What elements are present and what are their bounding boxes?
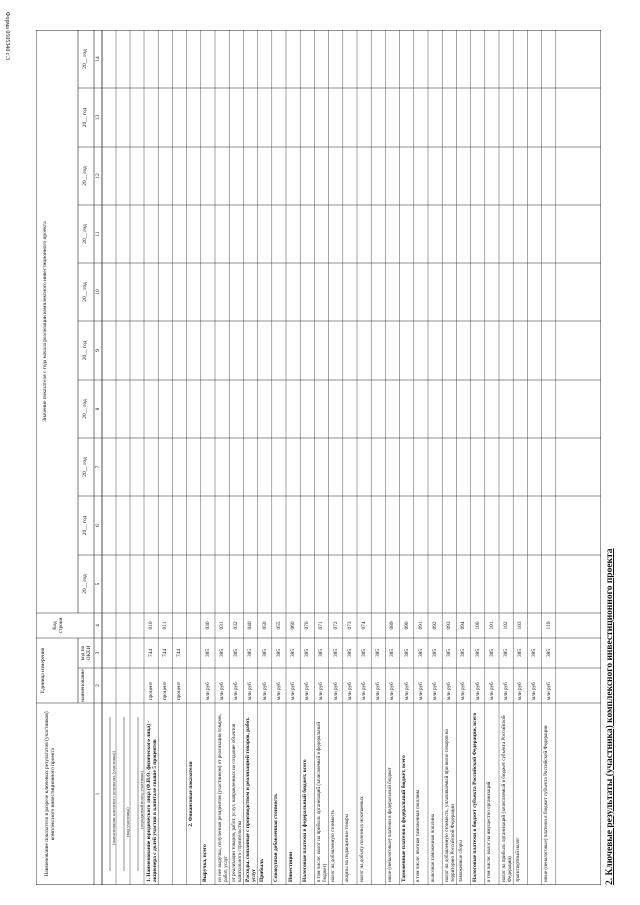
row-okei-code: 385 (375, 648, 382, 658)
row-code: 090 (403, 621, 410, 630)
row-code: 030 (204, 621, 211, 630)
row-code: 071 (318, 621, 325, 630)
row-okei-code: 385 (417, 648, 424, 658)
row-code: 050 (261, 621, 268, 630)
header-column-number: 3 (95, 651, 101, 655)
row-okei-code: 385 (219, 648, 225, 658)
row-unit: млн руб (332, 682, 339, 700)
row-unit: млн руб (261, 682, 268, 700)
row-indicator-name: акцизы на подакцизные товары (344, 813, 351, 882)
header-column-number: 10 (95, 289, 101, 295)
row-indicator-name: иные (неналоговые) платежи в федеральный бюджет (386, 767, 393, 882)
row-unit: млн руб (233, 682, 240, 700)
row-unit: млн руб (247, 682, 254, 700)
row-indicator-name: транспортный налог (514, 837, 521, 882)
row-indicator-name: в том числе: ввозная таможенная пошлина (415, 789, 422, 882)
row-unit: млн руб (488, 682, 495, 700)
row-code: 070 (304, 621, 311, 630)
row-code: 031 (219, 621, 225, 630)
row-code: 102 (503, 621, 509, 630)
row-code: 092 (432, 621, 438, 630)
results-table (36, 30, 601, 885)
row-code: 103 (517, 621, 524, 630)
header-unit-group: Единица измерения (40, 647, 46, 694)
row-okei-code: 385 (503, 648, 509, 658)
header-column-number: 4 (95, 624, 101, 627)
header-year: 20__ год (82, 340, 88, 361)
row-indicator-name: иные (неналоговые) платежи в бюджет субъекта Российской Федерации (543, 725, 550, 882)
row-code: 089 (389, 621, 396, 630)
row-okei-code: 385 (247, 648, 254, 658)
row-unit: млн руб (432, 682, 438, 700)
row-unit: млн руб (503, 682, 509, 700)
header-unit-name: наименование (80, 669, 86, 702)
header-row-code: Код строки (52, 617, 64, 634)
row-indicator-name: 1. Наименование юридического лица (Ф.И.О. физического лица) - акционера с долей участия в капитале свыше 5 процентов (145, 720, 158, 882)
header-year: 20__ год (82, 107, 88, 128)
row-indicator-name: таможенные сборы (457, 840, 464, 882)
header-indicator-name: Наименование показателя в разрезе ключевых результатов (участников) комплексного инвестиционного проекта (44, 711, 56, 877)
row-okei-code: 385 (432, 648, 438, 658)
header-column-number: 5 (95, 582, 101, 586)
row-indicator-name: от реализации товаров, работ, услуг, направленных на создание объектов капитального строительства (230, 723, 243, 882)
header-column-number: 6 (95, 524, 101, 527)
row-indicator-name: Таможенные платежи в федеральный бюджет, всего (401, 755, 408, 882)
header-column-number: 8 (95, 407, 101, 411)
row-code: 060 (290, 621, 296, 630)
row-unit: млн руб (474, 682, 481, 700)
row-code: 119 (545, 621, 552, 630)
header-column-number: 14 (95, 56, 101, 62)
row-unit: млн руб (517, 682, 524, 700)
fill-in-hint: (наименование ключевого результата (участника)) (111, 751, 116, 845)
row-unit: процент (148, 681, 154, 700)
row-indicator-name: налог на прибыль организаций (зачисляемый в бюджет субъекта Российской Федерации) (500, 715, 513, 882)
row-code: 073 (346, 621, 353, 630)
row-okei-code: 385 (346, 648, 353, 658)
row-okei-code: 385 (290, 648, 296, 658)
row-okei-code: 385 (446, 648, 453, 658)
row-unit: млн руб (446, 682, 453, 700)
row-okei-code: 385 (204, 648, 211, 658)
header-year: 20__ год (82, 515, 88, 536)
header-column-number: 9 (95, 349, 101, 352)
header-column-number: 12 (95, 173, 101, 179)
header-year: 20__ год (82, 457, 88, 477)
row-okei-code: 385 (460, 648, 467, 658)
row-unit: млн руб (219, 682, 225, 700)
row-okei-code: 385 (275, 648, 282, 658)
row-okei-code: 385 (332, 648, 339, 658)
row-unit: млн руб (417, 682, 424, 700)
section-title: 2. Ключевые результаты (участника) комплексного инвестиционного проекта (605, 548, 615, 885)
row-indicator-name: в том числе: налог на имущество организаций (486, 781, 493, 882)
row-indicator-name: налог на добавленную стоимость (330, 809, 337, 882)
row-indicator-name: Прибыль (259, 858, 266, 882)
row-code: 011 (162, 621, 169, 630)
row-code: 010 (148, 621, 154, 630)
fill-in-hint: (порядковый номер участника) (139, 771, 144, 829)
row-code: 072 (332, 621, 339, 630)
fill-in-hint: (вид участника) (125, 807, 130, 837)
row-indicator-name: налог на добычу полезных ископаемых (358, 796, 365, 882)
header-year: 20__ год (82, 224, 88, 244)
row-code: 074 (361, 621, 367, 630)
row-unit: млн руб (375, 682, 382, 700)
header-column-number: 13 (95, 114, 101, 121)
row-code: 032 (233, 621, 240, 630)
table-cells (36, 30, 601, 885)
row-okei-code: 744 (148, 648, 154, 658)
row-indicator-name: Налоговые платежи в бюджет субъекта Российской Федерации, всего (472, 712, 479, 882)
header-unit-okei: код по ОКЕИ (80, 645, 92, 661)
row-okei-code: 385 (517, 648, 524, 658)
header-column-number: 11 (95, 231, 101, 237)
row-code: 055 (275, 621, 282, 630)
row-indicator-name: Инвестиции (287, 851, 294, 882)
row-indicator-name: Налоговые платежи в федеральный бюджет, всего (301, 759, 308, 882)
row-unit: млн руб (389, 682, 396, 700)
form-code: Форма 0505340 с.3 (4, 11, 10, 60)
row-unit: млн руб (204, 682, 211, 700)
row-okei-code: 744 (176, 648, 183, 658)
row-okei-code: 385 (545, 648, 552, 658)
header-year: 20__ год (82, 574, 88, 594)
row-unit: процент (176, 681, 183, 700)
row-okei-code: 385 (261, 648, 268, 658)
row-okei-code: 385 (403, 648, 410, 658)
row-indicator-name: вывозная таможенная пошлина (429, 813, 436, 882)
row-indicator-name: в том числе: налог на прибыль организаций (зачисляемый в федеральный бюджет) (315, 721, 328, 882)
row-okei-code: 385 (361, 648, 367, 658)
row-code: 040 (247, 621, 254, 630)
row-okei-code: 385 (488, 648, 495, 658)
row-unit: млн руб (531, 682, 538, 700)
row-code: 094 (460, 621, 467, 630)
header-year: 20__ год (82, 282, 88, 302)
row-okei-code: 385 (318, 648, 325, 658)
header-year: 20__ год (82, 166, 88, 186)
row-okei-code: 385 (233, 648, 240, 658)
row-code: 101 (488, 621, 495, 630)
row-indicator-name: из нее выручка, полученная резидентом (участником) от реализации товаров, работ, услуг (216, 714, 229, 882)
row-indicator-name: Совокупная добавленная стоимость (273, 793, 280, 882)
header-year: 20__ год (82, 399, 88, 419)
row-indicator-name: 2. Финансовые показатели (188, 761, 195, 827)
row-okei-code: 744 (162, 648, 169, 658)
row-unit: млн руб (290, 682, 296, 700)
row-unit: млн руб (460, 682, 467, 700)
row-indicator-name: Расходы, связанные с производством и реализацией товаров, работ, услуг (244, 717, 257, 882)
row-indicator-name: Выручка, всего (202, 844, 209, 882)
row-unit: млн руб (304, 682, 311, 700)
row-code: 100 (474, 621, 481, 630)
row-code: 093 (446, 621, 453, 630)
row-okei-code: 385 (389, 648, 396, 658)
header-column-number: 2 (95, 684, 101, 687)
row-okei-code: 385 (531, 648, 538, 658)
row-unit: млн руб (361, 682, 367, 700)
row-unit: млн руб (545, 682, 552, 700)
row-okei-code: 385 (304, 648, 311, 658)
header-column-number: 7 (95, 465, 101, 469)
row-okei-code: 385 (474, 648, 481, 658)
row-unit: млн руб (403, 682, 410, 700)
row-indicator-name: налог на добавленную стоимость, уплачиваемый при ввозе товаров на территорию Российской Федерации (443, 729, 456, 882)
header-values-group: Значение показателя с года начала реализации комплексного инвестиционного проекта (42, 221, 48, 422)
row-code: 091 (417, 621, 424, 630)
header-column-number: 1 (95, 792, 101, 796)
row-unit: процент (162, 681, 169, 700)
row-unit: млн руб (275, 682, 282, 700)
row-unit: млн руб (318, 682, 325, 700)
row-unit: млн руб (346, 682, 353, 700)
header-year: 20__ год (82, 49, 88, 69)
